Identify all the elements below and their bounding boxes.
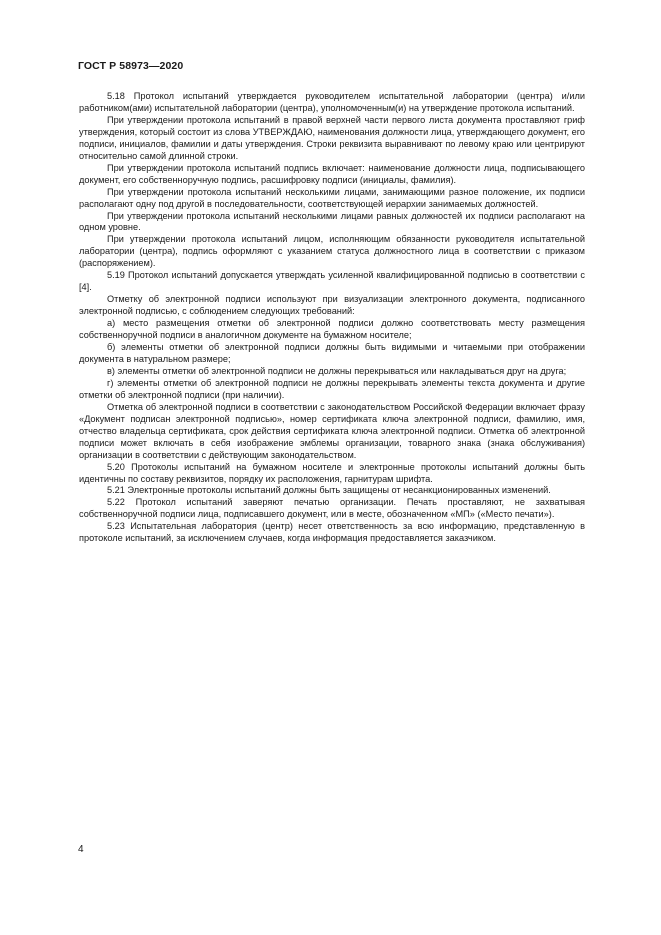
document-header: ГОСТ Р 58973—2020 <box>78 60 184 72</box>
document-body <box>79 91 585 545</box>
list-item: б) элементы отметки об электронной подписи должны быть видимыми и читаемыми при отображении документа в натуральном размере; <box>79 342 585 364</box>
list-item: в) элементы отметки об электронной подписи не должны перекрываться или накладываться друг на друга; <box>107 365 567 376</box>
paragraph: 5.21 Электронные протоколы испытаний должны быть защищены от несанкционированных изменений. <box>107 485 551 496</box>
paragraph: 5.23 Испытательная лаборатория (центр) несет ответственность за всю информацию, представленную в протоколе испытаний, за исключением случаев, когда информация предоставляется заказчиком. <box>79 521 585 544</box>
paragraph: При утверждении протокола испытаний несколькими лицами равных должностей их подписи располагают на одном уровне. <box>79 210 585 233</box>
paragraph: 5.19 Протокол испытаний допускается утверждать усиленной квалифицированной подписью в соответствии с [4]. <box>79 270 585 293</box>
page-number: 4 <box>78 844 84 855</box>
paragraph: 5.20 Протоколы испытаний на бумажном носителе и электронные протоколы испытаний должны быть идентичны по составу реквизитов, порядку их расположения, гарнитурам шрифта. <box>79 461 585 484</box>
paragraph: Отметку об электронной подписи используют при визуализации электронного документа, подписанного электронной подписью, с соблюдением следующих требований: <box>79 294 585 317</box>
paragraph: При утверждении протокола испытаний лицом, исполняющим обязанности руководителя испытательной лаборатории (центра), подпись оформляют с указанием статуса должностного лица в соответствии с приказом (распоряжением). <box>79 234 585 269</box>
paragraph: При утверждении протокола испытаний в правой верхней части первого листа документа проставляют гриф утверждения, который состоит из слова УТВЕРЖДАЮ, наименования должности лица, утверждающего документ, его подписи, инициалов, фамилии и даты утверждения. Строки реквизита выравнивают по левому краю или центрируют относительно самой длинной строки. <box>79 114 585 161</box>
paragraph: При утверждении протокола испытаний несколькими лицами, занимающими разное положение, их подписи располагают одну под другой в последовательности, соответствующей иерархии занимаемых должностей. <box>79 186 585 209</box>
list-item: а) место размещения отметки об электронной подписи должно соответствовать месту размещения собственноручной подписи в аналогичном документе на бумажном носителе; <box>79 318 585 341</box>
paragraph: При утверждении протокола испытаний подпись включает: наименование должности лица, подписывающего документ, его собственноручную подпись, расшифровку подписи (инициалы, фамилия). <box>79 162 585 185</box>
paragraph: 5.18 Протокол испытаний утверждается руководителем испытательной лаборатории (центра) и/или работником(ами) испытательной лаборатории (центра), уполномоченным(и) на утверждение протокола испытаний. <box>79 91 585 113</box>
paragraph: Отметка об электронной подписи в соответствии с законодательством Российской Федерации включает фразу «Документ подписан электронной подписью», номер сертификата ключа электронной подписи, фамилию, имя, отчество владельца сертификата, срок действия сертификата ключа электронной подписи. Отметка об электронной подписи может включать в себя изображение эмблемы организации, товарного знака (знака обслуживания) организации в соответствии с действующим законодательством. <box>79 401 585 460</box>
paragraph: 5.22 Протокол испытаний заверяют печатью организации. Печать проставляют, не захватывая собственноручной подписи лица, подписавшего документ, или в месте, обозначенном «МП» («Место печати»). <box>79 497 585 520</box>
list-item: г) элементы отметки об электронной подписи не должны перекрывать элементы текста документа и другие отметки об электронной подписи (при наличии). <box>79 377 585 400</box>
